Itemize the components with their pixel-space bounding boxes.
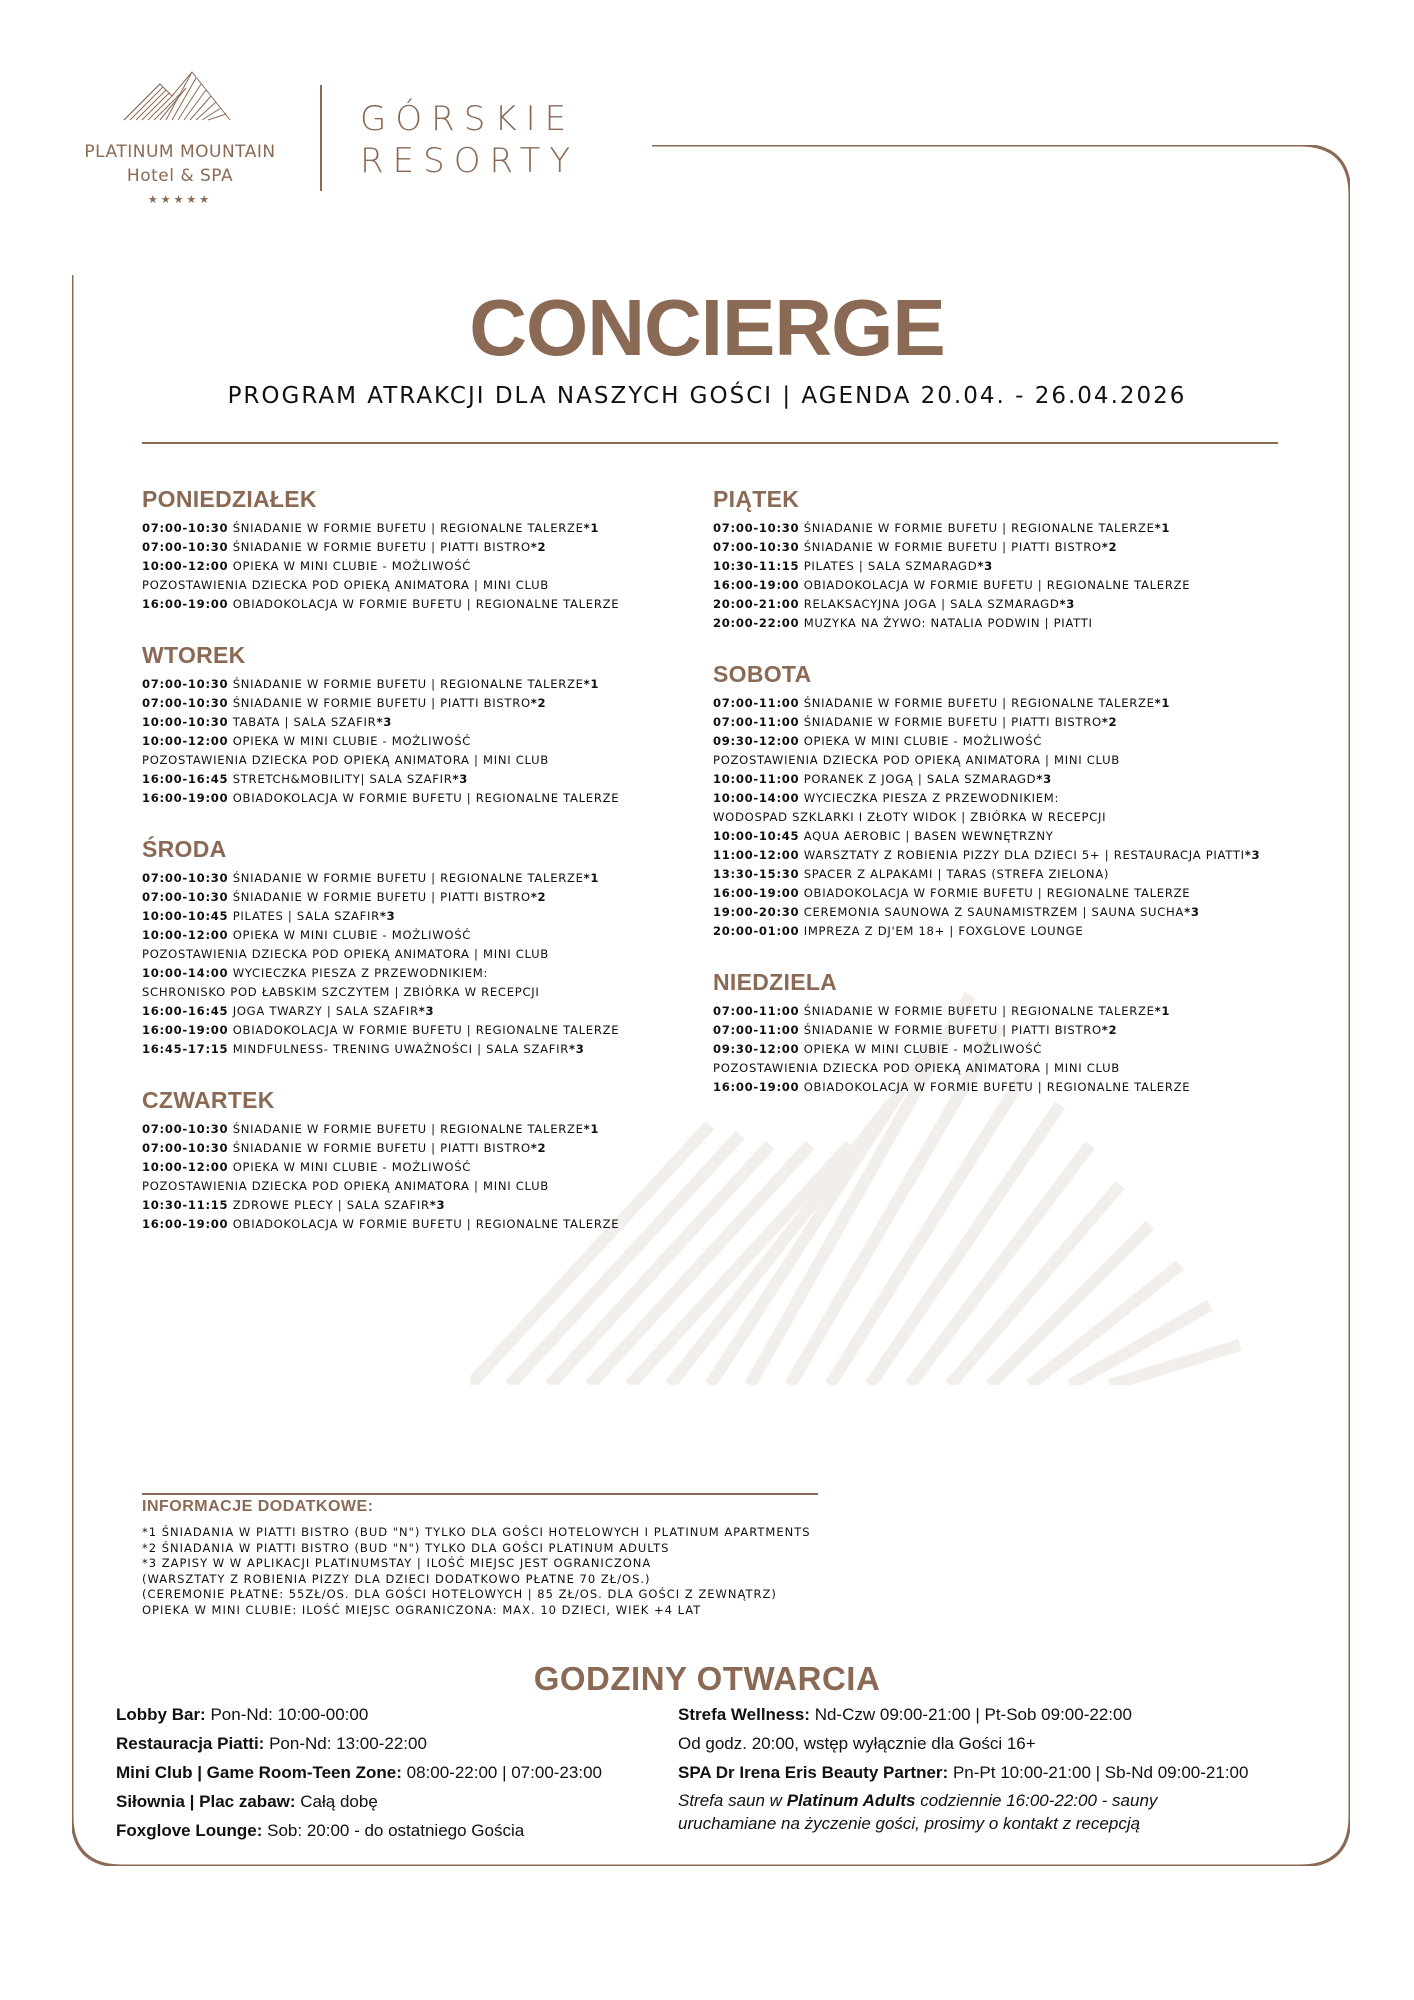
entry-text: OPIEKA W MINI CLUBIE - MOŻLIWOŚĆ — [232, 734, 472, 748]
schedule-entry — [713, 576, 1273, 595]
entry-text: OBIADOKOLACJA W FORMIE BUFETU | REGIONALNE TALERZE — [803, 578, 1191, 592]
schedule-entry — [142, 1002, 702, 1021]
schedule-entry — [713, 1040, 1273, 1059]
entry-text: ŚNIADANIE W FORMIE BUFETU | PIATTI BISTRO — [803, 540, 1102, 554]
schedule-entry — [142, 945, 702, 964]
schedule-entry — [142, 770, 702, 789]
entry-note: *2 — [1101, 1023, 1118, 1037]
schedule-entry — [142, 1040, 702, 1059]
schedule-entry — [713, 789, 1273, 808]
resort-line2: RESORTY — [360, 141, 580, 181]
entry-note: *2 — [530, 696, 547, 710]
entry-text: ŚNIADANIE W FORMIE BUFETU | PIATTI BISTRO — [232, 696, 531, 710]
entry-text: OBIADOKOLACJA W FORMIE BUFETU | REGIONALNE TALERZE — [232, 1023, 620, 1037]
entry-note: *2 — [530, 890, 547, 904]
entry-text: WARSZTATY Z ROBIENIA PIZZY DLA DZIECI 5+ | RESTAURACJA PIATTI — [803, 848, 1245, 862]
entry-text: ŚNIADANIE W FORMIE BUFETU | PIATTI BISTRO — [803, 1023, 1102, 1037]
entry-text: WODOSPAD SZKLARKI I ZŁOTY WIDOK | ZBIÓRKA W RECEPCJI — [713, 810, 1107, 824]
hours-value: Pon-Nd: 13:00-22:00 — [269, 1734, 427, 1753]
entry-text: WYCIECZKA PIESZA Z PRZEWODNIKIEM: — [232, 966, 489, 980]
entry-time: 10:30-11:15 — [713, 559, 800, 573]
entry-note: *3 — [977, 559, 993, 573]
entry-time: 07:00-11:00 — [713, 1023, 800, 1037]
brand-name: PLATINUM MOUNTAIN — [84, 142, 276, 162]
sauna-note-post: codziennie 16:00-22:00 - sauny — [920, 1791, 1158, 1810]
schedule-entry — [142, 576, 702, 595]
entry-note: *1 — [1154, 521, 1171, 535]
schedule-entry — [142, 983, 702, 1002]
hours-item — [678, 1729, 1248, 1758]
hours-right-column — [678, 1700, 1248, 1835]
entry-text: OPIEKA W MINI CLUBIE - MOŻLIWOŚĆ — [232, 559, 472, 573]
schedule-entry — [142, 538, 702, 557]
entry-text: PORANEK Z JOGĄ | SALA SZMARAGD — [803, 772, 1037, 786]
day-title: WTOREK — [142, 642, 246, 668]
day-block — [142, 1087, 702, 1234]
entry-note: *3 — [1059, 597, 1076, 611]
hours-value: Całą dobę — [300, 1792, 378, 1811]
entry-text: CEREMONIA SAUNOWA Z SAUNAMISTRZEM | SAUNA SUCHA — [803, 905, 1185, 919]
day-title: PONIEDZIAŁEK — [142, 486, 317, 512]
entry-note: *1 — [1154, 696, 1171, 710]
entry-time: 20:00-01:00 — [713, 924, 800, 938]
schedule-entry — [713, 538, 1273, 557]
entry-text: ŚNIADANIE W FORMIE BUFETU | PIATTI BISTRO — [232, 540, 531, 554]
day-block — [142, 836, 702, 1059]
schedule-entry — [713, 884, 1273, 903]
entry-text: OBIADOKOLACJA W FORMIE BUFETU | REGIONALNE TALERZE — [232, 1217, 620, 1231]
entry-note: *3 — [1184, 905, 1200, 919]
entry-text: STRETCH&MOBILITY| SALA SZAFIR — [232, 772, 453, 786]
entry-time: 20:00-22:00 — [713, 616, 800, 630]
sauna-note-bold: Platinum Adults — [786, 1791, 916, 1810]
entry-note: *1 — [583, 677, 600, 691]
schedule-entry — [142, 1177, 702, 1196]
entry-time: 07:00-10:30 — [713, 521, 800, 535]
schedule-entry — [142, 675, 702, 694]
hours-title: GODZINY OTWARCIA — [533, 1660, 881, 1697]
info-item: *3 ZAPISY W W APLIKACJI PLATINUMSTAY | ILOŚĆ MIEJSC JEST OGRANICZONA — [142, 1556, 652, 1570]
schedule-entry — [142, 519, 702, 538]
entry-text: AQUA AEROBIC | BASEN WEWNĘTRZNY — [803, 829, 1054, 843]
schedule-entry — [713, 1078, 1273, 1097]
entry-time: 07:00-10:30 — [142, 540, 229, 554]
entry-time: 10:00-11:00 — [713, 772, 800, 786]
entry-text: POZOSTAWIENIA DZIECKA POD OPIEKĄ ANIMATORA | MINI CLUB — [142, 578, 549, 592]
entry-time: 10:00-12:00 — [142, 928, 229, 942]
schedule-entry — [142, 789, 702, 808]
sauna-note-line2: uruchamiane na życzenie gości, prosimy o kontakt z recepcją — [678, 1814, 1141, 1833]
brand-sub: Hotel & SPA — [126, 166, 234, 186]
sauna-note-pre: Strefa saun w — [678, 1791, 782, 1810]
hours-left-column — [116, 1700, 602, 1845]
entry-text: ŚNIADANIE W FORMIE BUFETU | REGIONALNE TALERZE — [803, 1004, 1155, 1018]
entry-time: 16:00-19:00 — [713, 578, 800, 592]
entry-text: PILATES | SALA SZAFIR — [232, 909, 380, 923]
entry-text: TABATA | SALA SZAFIR — [232, 715, 377, 729]
entry-text: MINDFULNESS- TRENING UWAŻNOŚCI | SALA SZAFIR — [232, 1042, 569, 1056]
schedule-entry — [713, 770, 1273, 789]
entry-time: 16:00-16:45 — [142, 1004, 229, 1018]
entry-time: 11:00-12:00 — [713, 848, 800, 862]
entry-time: 10:00-12:00 — [142, 559, 229, 573]
schedule-entry — [142, 888, 702, 907]
schedule-entry — [713, 827, 1273, 846]
entry-time: 10:00-14:00 — [713, 791, 800, 805]
entry-text: POZOSTAWIENIA DZIECKA POD OPIEKĄ ANIMATORA | MINI CLUB — [713, 753, 1120, 767]
schedule-left-column — [142, 486, 702, 1262]
entry-note: *3 — [1244, 848, 1261, 862]
entry-text: SCHRONISKO POD ŁABSKIM SZCZYTEM | ZBIÓRKA W RECEPCJI — [142, 985, 540, 999]
info-list — [142, 1525, 902, 1618]
entry-time: 16:00-19:00 — [142, 1023, 229, 1037]
hours-item — [116, 1816, 602, 1845]
info-item: *2 ŚNIADANIA W PIATTI BISTRO (BUD "N") TYLKO DLA GOŚCI PLATINUM ADULTS — [142, 1540, 670, 1555]
hours-value: Pn-Pt 10:00-21:00 | Sb-Nd 09:00-21:00 — [952, 1763, 1249, 1782]
entry-text: ŚNIADANIE W FORMIE BUFETU | REGIONALNE TALERZE — [803, 696, 1155, 710]
entry-time: 10:00-14:00 — [142, 966, 229, 980]
entry-text: PILATES | SALA SZMARAGD — [803, 559, 978, 573]
schedule-entry — [713, 808, 1273, 827]
schedule-entry — [713, 614, 1273, 633]
entry-text: OBIADOKOLACJA W FORMIE BUFETU | REGIONALNE TALERZE — [803, 1080, 1191, 1094]
schedule-entry — [142, 751, 702, 770]
entry-time: 16:00-19:00 — [713, 1080, 800, 1094]
entry-note: *3 — [1036, 772, 1052, 786]
day-title: ŚRODA — [142, 836, 227, 862]
schedule-entry — [713, 557, 1273, 576]
info-item: *1 ŚNIADANIA W PIATTI BISTRO (BUD "N") TYLKO DLA GOŚCI HOTELOWYCH I PLATINUM APARTMENTS — [142, 1525, 811, 1539]
entry-time: 07:00-10:30 — [142, 1122, 229, 1136]
schedule-entry — [142, 732, 702, 751]
entry-time: 07:00-10:30 — [142, 1141, 229, 1155]
hours-item — [116, 1700, 602, 1729]
entry-time: 07:00-11:00 — [713, 696, 800, 710]
schedule-right-column — [713, 486, 1273, 1125]
entry-text: JOGA TWARZY | SALA SZAFIR — [232, 1004, 419, 1018]
schedule-entry — [713, 694, 1273, 713]
entry-text: OBIADOKOLACJA W FORMIE BUFETU | REGIONALNE TALERZE — [232, 597, 620, 611]
schedule-entry — [713, 1021, 1273, 1040]
hours-item — [116, 1758, 602, 1787]
schedule-entry — [142, 869, 702, 888]
schedule-entry — [713, 732, 1273, 751]
entry-text: ŚNIADANIE W FORMIE BUFETU | REGIONALNE TALERZE — [232, 521, 584, 535]
entry-note: *1 — [583, 1122, 600, 1136]
schedule-entry — [142, 595, 702, 614]
divider — [142, 442, 1278, 444]
entry-time: 10:30-11:15 — [142, 1198, 229, 1212]
sauna-note — [678, 1789, 1248, 1835]
entry-note: *1 — [583, 521, 600, 535]
entry-time: 07:00-10:30 — [142, 696, 229, 710]
entry-time: 10:00-10:45 — [142, 909, 229, 923]
entry-text: OBIADOKOLACJA W FORMIE BUFETU | REGIONALNE TALERZE — [803, 886, 1191, 900]
entry-time: 07:00-11:00 — [713, 715, 800, 729]
entry-text: ZDROWE PLECY | SALA SZAFIR — [232, 1198, 430, 1212]
entry-time: 16:45-17:15 — [142, 1042, 229, 1056]
hours-value: Pon-Nd: 10:00-00:00 — [210, 1705, 369, 1724]
entry-text: RELAKSACYJNA JOGA | SALA SZMARAGD — [803, 597, 1060, 611]
hours-item — [678, 1758, 1248, 1787]
entry-time: 10:00-12:00 — [142, 1160, 229, 1174]
schedule-entry — [142, 1021, 702, 1040]
hours-value: 08:00-22:00 | 07:00-23:00 — [406, 1763, 602, 1782]
entry-time: 16:00-19:00 — [713, 886, 800, 900]
entry-text: OPIEKA W MINI CLUBIE - MOŻLIWOŚĆ — [232, 928, 472, 942]
schedule-entry — [142, 694, 702, 713]
entry-text: OBIADOKOLACJA W FORMIE BUFETU | REGIONALNE TALERZE — [232, 791, 620, 805]
entry-time: 19:00-20:30 — [713, 905, 800, 919]
entry-time: 07:00-10:30 — [142, 871, 229, 885]
schedule-entry — [713, 922, 1273, 941]
hours-label: Restauracja Piatti: — [116, 1734, 265, 1753]
info-divider — [142, 1493, 818, 1495]
info-title: INFORMACJE DODATKOWE: — [142, 1498, 374, 1515]
entry-time: 07:00-10:30 — [142, 521, 229, 535]
schedule-entry — [713, 751, 1273, 770]
entry-note: *2 — [530, 1141, 547, 1155]
entry-time: 07:00-10:30 — [142, 677, 229, 691]
entry-text: WYCIECZKA PIESZA Z PRZEWODNIKIEM: — [803, 791, 1060, 805]
schedule-entry — [713, 1059, 1273, 1078]
page-subtitle: PROGRAM ATRAKCJI DLA NASZYCH GOŚCI | AGENDA 20.04. - 26.04.2026 — [227, 383, 1187, 409]
schedule-entry — [142, 557, 702, 576]
entry-text: POZOSTAWIENIA DZIECKA POD OPIEKĄ ANIMATORA | MINI CLUB — [142, 753, 549, 767]
entry-text: POZOSTAWIENIA DZIECKA POD OPIEKĄ ANIMATORA | MINI CLUB — [713, 1061, 1120, 1075]
entry-time: 16:00-19:00 — [142, 791, 229, 805]
entry-note: *1 — [583, 871, 600, 885]
schedule-entry — [142, 1139, 702, 1158]
entry-time: 09:30-12:00 — [713, 734, 800, 748]
schedule-entry — [713, 713, 1273, 732]
hours-item — [678, 1700, 1248, 1729]
entry-time: 10:00-10:45 — [713, 829, 800, 843]
entry-time: 16:00-16:45 — [142, 772, 229, 786]
schedule-entry — [142, 1215, 702, 1234]
schedule-entry — [713, 519, 1273, 538]
entry-time: 16:00-19:00 — [142, 1217, 229, 1231]
day-title: NIEDZIELA — [713, 969, 838, 995]
hours-value: Nd-Czw 09:00-21:00 | Pt-Sob 09:00-22:00 — [814, 1705, 1132, 1724]
entry-text: OPIEKA W MINI CLUBIE - MOŻLIWOŚĆ — [232, 1160, 472, 1174]
schedule-entry — [713, 1002, 1273, 1021]
entry-note: *2 — [530, 540, 547, 554]
day-block — [713, 969, 1273, 1097]
schedule-entry — [142, 1120, 702, 1139]
entry-note: *1 — [1154, 1004, 1171, 1018]
entry-text: OPIEKA W MINI CLUBIE - MOŻLIWOŚĆ — [803, 734, 1043, 748]
entry-text: POZOSTAWIENIA DZIECKA POD OPIEKĄ ANIMATORA | MINI CLUB — [142, 947, 549, 961]
entry-time: 20:00-21:00 — [713, 597, 800, 611]
entry-note: *3 — [376, 715, 392, 729]
hours-value: Od godz. 20:00, wstęp wyłącznie dla Gości 16+ — [678, 1734, 1036, 1753]
hours-label: Mini Club | Game Room-Teen Zone: — [116, 1763, 402, 1782]
entry-time: 07:00-10:30 — [142, 890, 229, 904]
entry-note: *3 — [569, 1042, 585, 1056]
entry-text: ŚNIADANIE W FORMIE BUFETU | REGIONALNE TALERZE — [232, 1122, 584, 1136]
hours-label: Foxglove Lounge: — [116, 1821, 263, 1840]
entry-text: ŚNIADANIE W FORMIE BUFETU | REGIONALNE TALERZE — [803, 521, 1155, 535]
hours-label: Strefa Wellness: — [678, 1705, 810, 1724]
day-block — [142, 642, 702, 808]
schedule-entry — [142, 713, 702, 732]
mountain-logo-icon — [122, 70, 232, 122]
entry-text: POZOSTAWIENIA DZIECKA POD OPIEKĄ ANIMATORA | MINI CLUB — [142, 1179, 549, 1193]
schedule-entry — [713, 903, 1273, 922]
entry-note: *2 — [1101, 540, 1118, 554]
info-item: (CEREMONIE PŁATNE: 55ZŁ/OS. DLA GOŚCI HOTELOWYCH | 85 ZŁ/OS. DLA GOŚCI Z ZEWNĄTRZ) — [142, 1587, 777, 1601]
info-item: OPIEKA W MINI CLUBIE: ILOŚĆ MIEJSC OGRANICZONA: MAX. 10 DZIECI, WIEK +4 LAT — [142, 1602, 702, 1617]
entry-time: 10:00-10:30 — [142, 715, 229, 729]
logo-divider — [320, 85, 322, 191]
entry-text: ŚNIADANIE W FORMIE BUFETU | REGIONALNE TALERZE — [232, 677, 584, 691]
entry-time: 07:00-11:00 — [713, 1004, 800, 1018]
hours-value: Sob: 20:00 - do ostatniego Gościa — [267, 1821, 525, 1840]
schedule-entry — [713, 595, 1273, 614]
entry-note: *3 — [452, 772, 468, 786]
schedule-entry — [713, 846, 1273, 865]
resort-logo — [360, 98, 579, 182]
entry-time: 13:30-15:30 — [713, 867, 800, 881]
schedule-entry — [142, 926, 702, 945]
day-block — [713, 486, 1273, 633]
entry-text: IMPREZA Z DJ'EM 18+ | FOXGLOVE LOUNGE — [803, 924, 1084, 938]
entry-time: 10:00-12:00 — [142, 734, 229, 748]
day-title: CZWARTEK — [142, 1087, 275, 1113]
entry-time: 09:30-12:00 — [713, 1042, 800, 1056]
hours-item — [116, 1787, 602, 1816]
info-item: (WARSZTATY Z ROBIENIA PIZZY DLA DZIECI DODATKOWO PŁATNE 70 ZŁ/OS.) — [142, 1571, 651, 1586]
entry-text: ŚNIADANIE W FORMIE BUFETU | PIATTI BISTRO — [232, 1141, 531, 1155]
hours-item — [116, 1729, 602, 1758]
entry-text: OPIEKA W MINI CLUBIE - MOŻLIWOŚĆ — [803, 1042, 1043, 1056]
page-title: CONCIERGE — [469, 283, 945, 372]
schedule-entry — [713, 865, 1273, 884]
entry-text: ŚNIADANIE W FORMIE BUFETU | REGIONALNE TALERZE — [232, 871, 584, 885]
hours-label: Lobby Bar: — [116, 1705, 206, 1724]
day-block — [142, 486, 702, 614]
hours-label: Siłownia | Plac zabaw: — [116, 1792, 296, 1811]
schedule-entry — [142, 907, 702, 926]
entry-note: *3 — [418, 1004, 435, 1018]
brand-stars: ★★★★★ — [147, 193, 213, 206]
entry-text: ŚNIADANIE W FORMIE BUFETU | PIATTI BISTRO — [803, 715, 1102, 729]
schedule-entry — [142, 1196, 702, 1215]
day-title: SOBOTA — [713, 661, 812, 687]
entry-note: *3 — [429, 1198, 446, 1212]
schedule-entry — [142, 1158, 702, 1177]
entry-time: 16:00-19:00 — [142, 597, 229, 611]
entry-time: 07:00-10:30 — [713, 540, 800, 554]
hours-label: SPA Dr Irena Eris Beauty Partner: — [678, 1763, 949, 1782]
day-block — [713, 661, 1273, 941]
brand-logo — [70, 140, 290, 212]
entry-text: SPACER Z ALPAKAMI | TARAS (STREFA ZIELONA) — [803, 867, 1110, 881]
resort-line1: GÓRSKIE — [360, 99, 576, 139]
entry-text: MUZYKA NA ŻYWO: NATALIA PODWIN | PIATTI — [803, 616, 1093, 630]
entry-text: ŚNIADANIE W FORMIE BUFETU | PIATTI BISTRO — [232, 890, 531, 904]
day-title: PIĄTEK — [713, 486, 800, 512]
entry-note: *3 — [379, 909, 396, 923]
entry-note: *2 — [1101, 715, 1118, 729]
schedule-entry — [142, 964, 702, 983]
